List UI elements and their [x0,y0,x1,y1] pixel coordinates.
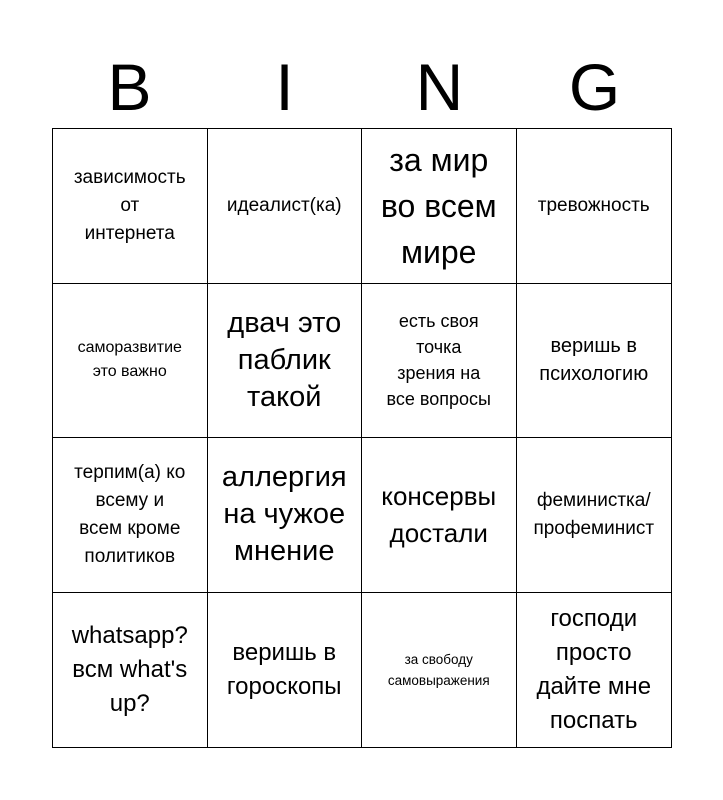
cell-text: веришь в гороскопы [226,638,342,700]
cell-text: веришь в психологию [539,335,649,386]
header-letter-b: B [107,50,152,124]
bingo-cell-r2-c2[interactable] [208,284,363,439]
cell-text: саморазвитие это важно [77,339,182,381]
cell-text: идеалист(ка) [226,194,342,216]
bingo-cell-r2-c4[interactable] [517,284,672,439]
bingo-cell-r2-c3[interactable] [362,284,517,439]
bingo-cell-r4-c1[interactable] [53,593,208,748]
bingo-cell-r3-c4[interactable] [517,438,672,593]
cell-text: whatsapp? всм what's up? [71,621,188,717]
bingo-cell-r3-c3[interactable] [362,438,517,593]
cell-text: зависимость от интернета [73,166,186,244]
cell-text: двач это паблик такой [227,306,342,413]
bingo-board [52,128,672,748]
header-letter-n: N [415,50,464,124]
header-letter-g: G [568,50,621,124]
bingo-cell-r1-c3[interactable] [362,129,517,284]
header-letter-i: I [275,50,294,124]
bingo-cell-r4-c4[interactable] [517,593,672,748]
bingo-cell-r4-c2[interactable] [208,593,363,748]
cell-text: тревожность [537,194,650,216]
bingo-header [52,50,672,125]
bingo-cell-r3-c1[interactable] [53,438,208,593]
cell-text: феминистка/ профеминист [533,489,655,539]
bingo-cell-r2-c1[interactable] [53,284,208,439]
cell-text: за свободу самовыражения [387,651,490,688]
bingo-cell-r1-c2[interactable] [208,129,363,284]
bingo-cell-r1-c1[interactable] [53,129,208,284]
cell-text: за мир во всем мире [380,141,497,270]
bingo-cell-r1-c4[interactable] [517,129,672,284]
cell-text: консервы достали [381,480,497,548]
bingo-cell-r4-c3[interactable] [362,593,517,748]
cell-text: есть своя точка зрения на все вопросы [386,311,491,410]
cell-text: господи просто дайте мне поспать [536,604,652,734]
bingo-cell-r3-c2[interactable] [208,438,363,593]
cell-text: аллергия на чужое мнение [221,461,347,568]
cell-text: терпим(а) ко всему и всем кроме политиков [74,461,186,567]
